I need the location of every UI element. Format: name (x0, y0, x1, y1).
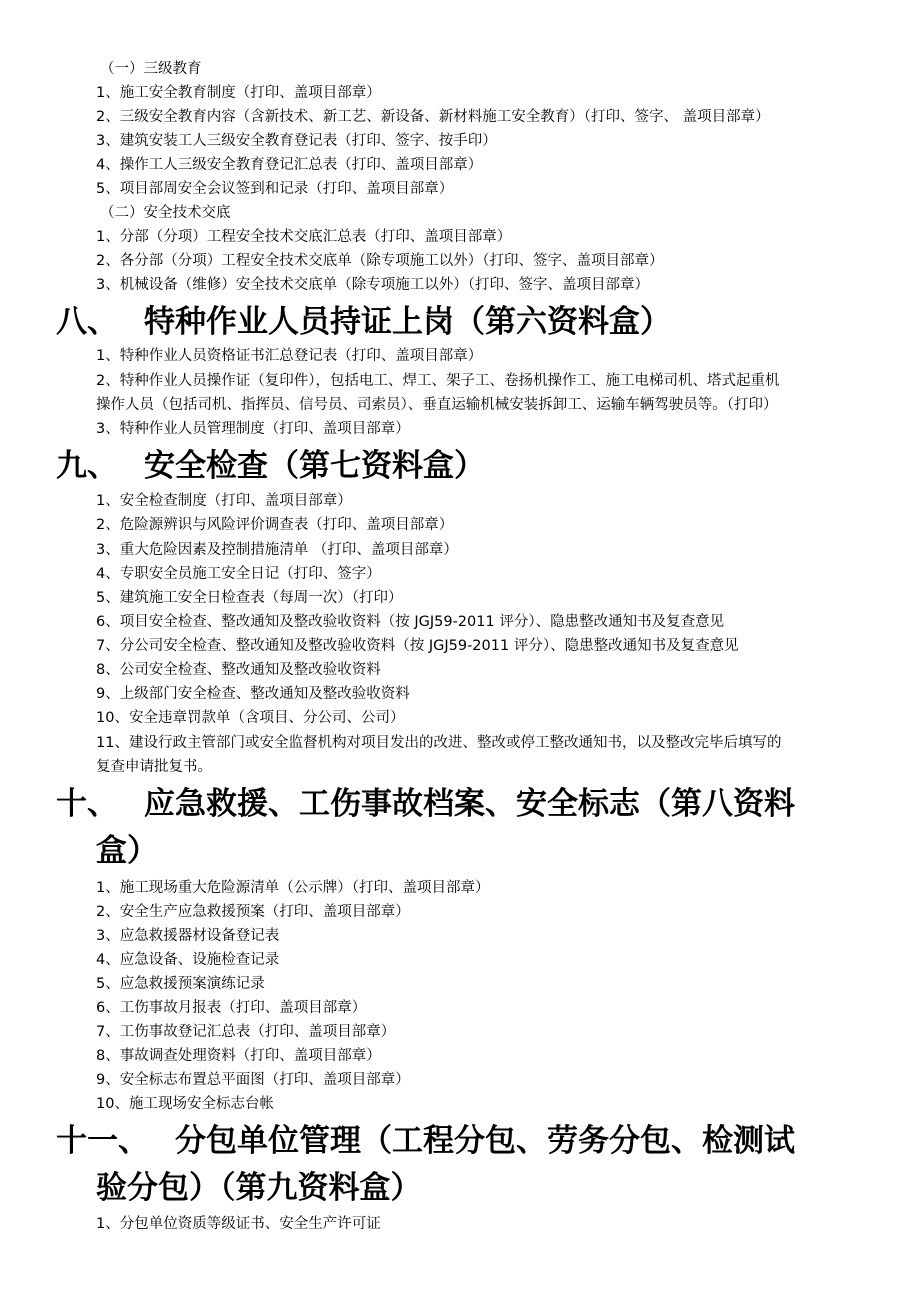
list-item: 3、特种作业人员管理制度（打印、盖项目部章） (96, 421, 410, 437)
list-item: 8、事故调查处理资料（打印、盖项目部章） (96, 1048, 381, 1064)
subsection-heading: （一）三级教育 (100, 61, 202, 77)
list-item: 7、分公司安全检查、整改通知及整改验收资料（按 JGJ59-2011 评分）、隐患整改通知书及复查意见 (96, 638, 739, 654)
list-item-continuation: 操作人员（包括司机、指挥员、信号员、司索员）、垂直运输机械安装拆卸工、运输车辆驾驶员等。（打印） (96, 397, 778, 413)
section-title-continuation: 盒） (96, 833, 158, 869)
section-title: 应急救援、工伤事故档案、安全标志（第八资料 (144, 786, 795, 822)
list-item: 10、安全违章罚款单（含项目、分公司、公司） (96, 710, 405, 726)
section-heading (56, 1121, 795, 1161)
list-item: 1、施工安全教育制度（打印、盖项目部章） (96, 85, 381, 101)
list-item: 1、分部（分项）工程安全技术交底汇总表（打印、盖项目部章） (96, 229, 512, 245)
section-title: 安全检查（第七资料盒） (144, 448, 485, 484)
list-item: 6、项目安全检查、整改通知及整改验收资料（按 JGJ59-2011 评分）、隐患整改通知书及复查意见 (96, 614, 725, 630)
list-item: 6、工伤事故月报表（打印、盖项目部章） (96, 1000, 367, 1016)
list-item: 3、建筑安装工人三级安全教育登记表（打印、签字、按手印） (96, 133, 497, 149)
list-item: 2、危险源辨识与风险评价调查表（打印、盖项目部章） (96, 517, 454, 533)
section-heading (56, 302, 671, 342)
list-item: 5、项目部周安全会议签到和记录（打印、盖项目部章） (96, 181, 454, 197)
list-item: 1、施工现场重大危险源清单（公示牌）（打印、盖项目部章） (96, 880, 490, 896)
subsection-heading: （二）安全技术交底 (100, 205, 231, 221)
list-item: 4、专职安全员施工安全日记（打印、签字） (96, 566, 381, 582)
list-item: 10、施工现场安全标志台帐 (96, 1096, 274, 1112)
list-item: 2、特种作业人员操作证（复印件），包括电工、焊工、架子工、卷扬机操作工、施工电梯司机、塔式起重机 (96, 373, 780, 389)
section-number: 十一、 (56, 1123, 149, 1159)
list-item-continuation: 复查申请批复书。 (96, 759, 212, 775)
section-title: 分包单位管理（工程分包、劳务分包、检测试 (175, 1123, 795, 1159)
section-number: 十、 (56, 786, 118, 822)
list-item: 1、分包单位资质等级证书、安全生产许可证 (96, 1216, 381, 1232)
list-item: 9、安全标志布置总平面图（打印、盖项目部章） (96, 1072, 410, 1088)
list-item: 2、安全生产应急救援预案（打印、盖项目部章） (96, 904, 410, 920)
section-number: 八、 (56, 304, 118, 340)
section-title-continuation: 验分包）（第九资料盒） (96, 1170, 422, 1206)
list-item: 5、应急救援预案演练记录 (96, 976, 265, 992)
section-heading (56, 446, 485, 486)
list-item: 2、各分部（分项）工程安全技术交底单（除专项施工以外）（打印、签字、盖项目部章） (96, 253, 664, 269)
list-item: 8、公司安全检查、整改通知及整改验收资料 (96, 662, 381, 678)
list-item: 1、安全检查制度（打印、盖项目部章） (96, 493, 352, 509)
list-item: 5、建筑施工安全日检查表（每周一次）（打印） (96, 590, 403, 606)
list-item: 11、建设行政主管部门或安全监督机构对项目发出的改进、整改或停工整改通知书，以及整改完毕后填写的 (96, 735, 782, 751)
list-item: 4、操作工人三级安全教育登记汇总表（打印、盖项目部章） (96, 157, 483, 173)
list-item: 9、上级部门安全检查、整改通知及整改验收资料 (96, 686, 410, 702)
list-item: 3、重大危险因素及控制措施清单 （打印、盖项目部章） (96, 542, 458, 558)
list-item: 3、机械设备（维修）安全技术交底单（除专项施工以外）（打印、签字、盖项目部章） (96, 277, 649, 293)
list-item: 1、特种作业人员资格证书汇总登记表（打印、盖项目部章） (96, 348, 483, 364)
section-number: 九、 (56, 448, 118, 484)
list-item: 3、应急救援器材设备登记表 (96, 928, 280, 944)
list-item: 4、应急设备、设施检查记录 (96, 952, 280, 968)
section-title: 特种作业人员持证上岗（第六资料盒） (144, 304, 671, 340)
list-item: 7、工伤事故登记汇总表（打印、盖项目部章） (96, 1024, 396, 1040)
list-item: 2、三级安全教育内容（含新技术、新工艺、新设备、新材料施工安全教育）（打印、签字、 盖项目部章） (96, 109, 770, 125)
section-heading (56, 784, 795, 824)
